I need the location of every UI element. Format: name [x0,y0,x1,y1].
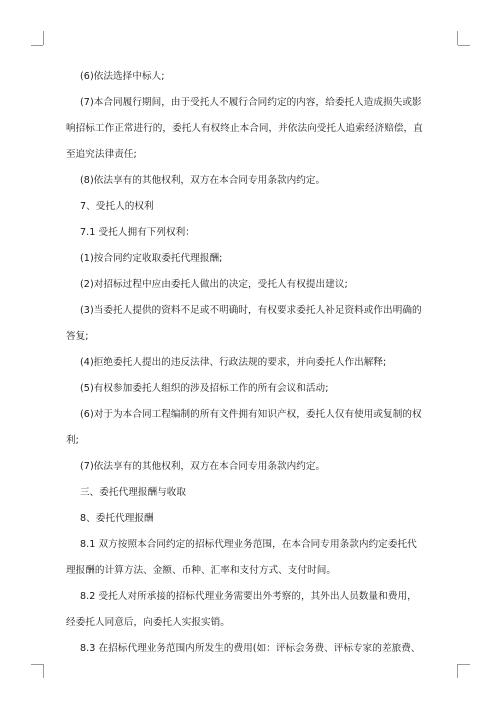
crop-mark-bottom-right-h [458,664,470,665]
paragraph-line: (6)对于为本合同工程编制的所有文件拥有知识产权，委托人仅有使用或复制的权 [80,409,422,420]
paragraph [80,64,440,90]
paragraph [80,376,440,402]
paragraph-line: 利; [66,435,79,446]
paragraph-line: (3)当委托人提供的资料不足或不明确时，有权要求委托人补足资料或作出明确的 [80,305,422,316]
paragraph-line: 响招标工作正常进行的，委托人有权终止本合同，并依法向受托人追索经济赔偿，直 [66,123,423,134]
paragraph-line: 8.2 受托人对所承接的招标代理业务需要出外考察的，其外出人员数量和费用， [80,591,417,602]
paragraph [66,584,440,636]
crop-mark-bottom-right-v [457,664,458,678]
paragraph [80,168,440,194]
paragraph-line: 7.1 受托人拥有下列权利： [80,227,195,238]
section-heading [80,194,440,220]
paragraph-line: 理报酬的计算方法、金额、币种、汇率和支付方式、支付时间。 [66,565,337,576]
paragraph-line: 8.1 双方按照本合同约定的招标代理业务范围，在本合同专用条款内约定委托代 [80,539,417,550]
paragraph-line: 8、委托代理报酬 [80,513,154,524]
paragraph-line: (7)依法享有的其他权利，双方在本合同专用条款内约定。 [80,461,326,472]
paragraph-line: 答复; [66,331,89,342]
paragraph [66,90,440,168]
paragraph-line: 至追究法律责任; [66,149,137,160]
crop-mark-top-left-h [31,45,43,46]
paragraph [66,298,440,350]
paragraph-line: (2)对招标过程中应由委托人做出的决定，受托人有权提出建议; [80,279,348,290]
paragraph [80,272,440,298]
paragraph-line: (4)拒绝委托人提出的违反法律、行政法规的要求，并向委托人作出解释; [80,357,387,368]
paragraph-line: 三、委托代理报酬与收取 [80,487,187,498]
paragraph [80,350,440,376]
document-body [66,64,440,662]
paragraph-line: (1)按合同约定收取委托代理报酬; [80,253,223,264]
paragraph-line: 经委托人同意后，向委托人实报实销。 [66,617,230,628]
paragraph [66,532,440,584]
section-heading [80,506,440,532]
paragraph-line: 7、受托人的权利 [80,201,154,212]
section-heading [80,480,440,506]
paragraph [80,246,440,272]
paragraph [80,454,440,480]
crop-mark-top-right-v [457,31,458,45]
crop-mark-bottom-left-h [31,664,43,665]
paragraph-line: 8.3 在招标代理业务范围内所发生的费用(如：评标会务费、评标专家的差旅费、 [80,643,421,654]
paragraph-line: (7)本合同履行期间，由于受托人不履行合同约定的内容，给委托人造成损失或影 [80,97,422,108]
paragraph [66,402,440,454]
crop-mark-top-left-v [43,31,44,45]
paragraph [80,220,440,246]
paragraph-line: (8)依法享有的其他权利，双方在本合同专用条款内约定。 [80,175,326,186]
crop-mark-bottom-left-v [43,664,44,678]
crop-mark-top-right-h [458,45,470,46]
paragraph-line: (5)有权参加委托人组织的涉及招标工作的所有会议和活动; [80,383,329,394]
paragraph [80,636,440,662]
paragraph-line: (6)依法选择中标人; [80,71,165,82]
